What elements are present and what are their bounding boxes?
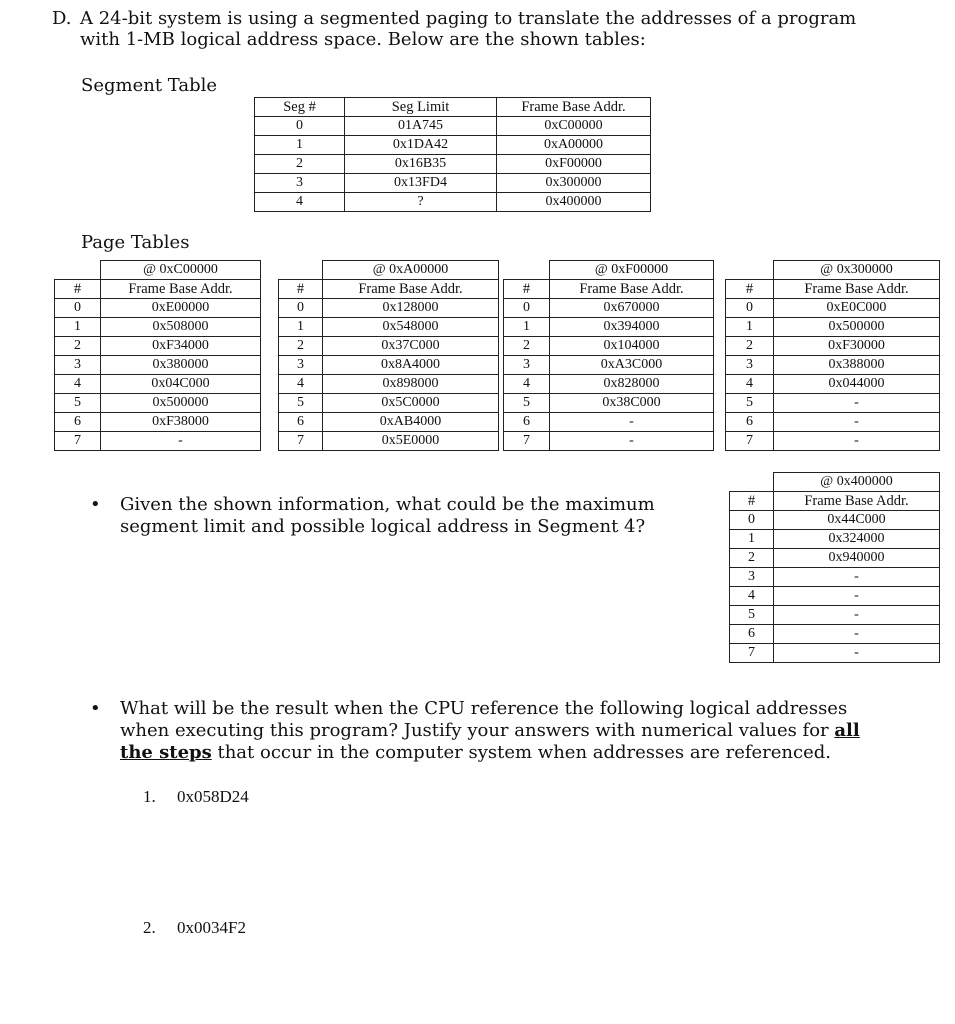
table-row (730, 511, 940, 530)
frame-base-address: 0x898000 (323, 375, 499, 394)
table-row (279, 356, 499, 375)
table-row (55, 375, 261, 394)
page-number: 7 (279, 432, 323, 451)
frame-base-address: 0x394000 (550, 318, 714, 337)
table-row (726, 394, 940, 413)
seg-number: 4 (255, 193, 345, 212)
address-item-value: 0x058D24 (177, 787, 249, 806)
table-row (504, 299, 714, 318)
table-row (55, 356, 261, 375)
address-item-1 (143, 787, 249, 807)
page-number: 4 (730, 587, 774, 606)
table-row (255, 174, 651, 193)
frame-base-address: 0x104000 (550, 337, 714, 356)
seg-number: 3 (255, 174, 345, 193)
emphasis-the-steps: the steps (120, 742, 212, 763)
frame-base-address: 0x380000 (101, 356, 261, 375)
page-table (54, 260, 261, 451)
blank-cell (55, 261, 101, 280)
page-table-address: @ 0xF00000 (550, 261, 714, 280)
table-row (55, 413, 261, 432)
page-number: 1 (55, 318, 101, 337)
page-number: 4 (726, 375, 774, 394)
table-row (279, 432, 499, 451)
table-row (255, 136, 651, 155)
page-header-number: # (726, 280, 774, 299)
table-row (279, 299, 499, 318)
table-row (55, 394, 261, 413)
bullet-2-line-2 (120, 720, 900, 742)
page-table (729, 472, 940, 663)
frame-base-address: 0x508000 (101, 318, 261, 337)
table-row (726, 299, 940, 318)
table-row (279, 337, 499, 356)
table-row (730, 644, 940, 663)
page-number: 1 (279, 318, 323, 337)
segment-table-header (255, 98, 651, 117)
table-row (504, 356, 714, 375)
frame-base-address: - (774, 413, 940, 432)
page-header-base: Frame Base Addr. (550, 280, 714, 299)
page-number: 7 (504, 432, 550, 451)
page-number: 6 (504, 413, 550, 432)
frame-base-address: 0x5E0000 (323, 432, 499, 451)
table-row (726, 318, 940, 337)
frame-base-address: 0xF34000 (101, 337, 261, 356)
page-number: 3 (730, 568, 774, 587)
page-number: 0 (504, 299, 550, 318)
frame-base-address: - (550, 413, 714, 432)
question-label: D. (52, 8, 72, 29)
page-table-address: @ 0x400000 (774, 473, 940, 492)
frame-base-address: 0x44C000 (774, 511, 940, 530)
blank-cell (730, 473, 774, 492)
frame-base-address: 0x548000 (323, 318, 499, 337)
page-table-address: @ 0xA00000 (323, 261, 499, 280)
emphasis-all: all (834, 720, 860, 741)
seg-limit: ? (345, 193, 497, 212)
page-number: 5 (730, 606, 774, 625)
page-header-base: Frame Base Addr. (101, 280, 261, 299)
page-number: 0 (726, 299, 774, 318)
frame-base-address: 0x670000 (550, 299, 714, 318)
page-table-header (504, 280, 714, 299)
frame-base-address: - (774, 568, 940, 587)
table-row (730, 530, 940, 549)
table-row (55, 337, 261, 356)
seg-number: 2 (255, 155, 345, 174)
frame-base-address: 0x37C000 (323, 337, 499, 356)
page-table-location-row (726, 261, 940, 280)
page-tables-title: Page Tables (81, 232, 190, 253)
frame-base-address: 0x38C000 (550, 394, 714, 413)
blank-cell (279, 261, 323, 280)
page-number: 4 (55, 375, 101, 394)
page-table-address: @ 0x300000 (774, 261, 940, 280)
seg-limit: 0x16B35 (345, 155, 497, 174)
table-row (504, 337, 714, 356)
page-number: 1 (730, 530, 774, 549)
page-number: 3 (504, 356, 550, 375)
table-row (730, 606, 940, 625)
frame-base-address: - (550, 432, 714, 451)
frame-base-address: 0x8A4000 (323, 356, 499, 375)
page-number: 6 (279, 413, 323, 432)
table-row (55, 318, 261, 337)
table-row (255, 117, 651, 136)
page-header-number: # (504, 280, 550, 299)
frame-base-address: 0xAB4000 (323, 413, 499, 432)
table-row (255, 193, 651, 212)
page-header-number: # (279, 280, 323, 299)
table-row (55, 432, 261, 451)
address-item-2 (143, 918, 246, 938)
frame-base-address: 0x500000 (774, 318, 940, 337)
table-row (279, 318, 499, 337)
page-table (725, 260, 940, 451)
table-row (726, 413, 940, 432)
seg-base: 0xF00000 (497, 155, 651, 174)
segment-table-title: Segment Table (81, 75, 218, 96)
page-table-header (730, 492, 940, 511)
seg-number: 0 (255, 117, 345, 136)
page-number: 1 (726, 318, 774, 337)
frame-base-address: 0xF30000 (774, 337, 940, 356)
question-line-2: with 1-MB logical address space. Below are the shown tables: (80, 29, 646, 50)
address-item-number: 2. (143, 918, 156, 937)
bullet-1-line-2: segment limit and possible logical address in Segment 4? (120, 516, 646, 537)
frame-base-address: 0x388000 (774, 356, 940, 375)
page-number: 2 (726, 337, 774, 356)
frame-base-address: 0xE0C000 (774, 299, 940, 318)
seg-limit: 0x13FD4 (345, 174, 497, 193)
frame-base-address: 0xA3C000 (550, 356, 714, 375)
bullet-question-2 (90, 698, 900, 764)
frame-base-address: 0xF38000 (101, 413, 261, 432)
page-table-header (55, 280, 261, 299)
bullet-1-line-1: Given the shown information, what could be the maximum (120, 494, 655, 515)
bullet-dot: • (90, 698, 101, 719)
bullet-dot: • (90, 494, 101, 515)
bullet-question-1 (90, 494, 680, 538)
bullet-2-line-3 (120, 742, 900, 764)
page-number: 0 (279, 299, 323, 318)
table-row (730, 568, 940, 587)
table-row (726, 337, 940, 356)
page-number: 7 (730, 644, 774, 663)
page-number: 5 (55, 394, 101, 413)
table-row (504, 432, 714, 451)
page-table-header (726, 280, 940, 299)
seg-number: 1 (255, 136, 345, 155)
table-row (255, 155, 651, 174)
frame-base-address: 0x044000 (774, 375, 940, 394)
blank-cell (726, 261, 774, 280)
page-number: 6 (730, 625, 774, 644)
page-table (278, 260, 499, 451)
table-row (504, 375, 714, 394)
page-number: 0 (55, 299, 101, 318)
seg-limit: 0x1DA42 (345, 136, 497, 155)
page-number: 5 (279, 394, 323, 413)
page-number: 0 (730, 511, 774, 530)
table-row (726, 375, 940, 394)
frame-base-address: - (774, 606, 940, 625)
page-number: 7 (726, 432, 774, 451)
bullet-2-line-2-text: when executing this program? Justify your answers with numerical values for (120, 720, 835, 741)
table-row (726, 356, 940, 375)
address-item-number: 1. (143, 787, 156, 806)
table-row (730, 587, 940, 606)
table-row (55, 299, 261, 318)
bullet-2-line-1: What will be the result when the CPU reference the following logical addresses (120, 698, 848, 719)
page-number: 2 (504, 337, 550, 356)
table-row (730, 549, 940, 568)
frame-base-address: 0x324000 (774, 530, 940, 549)
frame-base-address: - (774, 625, 940, 644)
frame-base-address: 0x128000 (323, 299, 499, 318)
seg-base: 0xC00000 (497, 117, 651, 136)
frame-base-address: 0x04C000 (101, 375, 261, 394)
frame-base-address: - (774, 644, 940, 663)
table-row (279, 413, 499, 432)
frame-base-address: 0x828000 (550, 375, 714, 394)
page-number: 1 (504, 318, 550, 337)
frame-base-address: 0x5C0000 (323, 394, 499, 413)
page-number: 7 (55, 432, 101, 451)
address-item-value: 0x0034F2 (177, 918, 246, 937)
segment-header-seg: Seg # (255, 98, 345, 117)
page-header-base: Frame Base Addr. (774, 492, 940, 511)
page-header-number: # (55, 280, 101, 299)
seg-base: 0x400000 (497, 193, 651, 212)
frame-base-address: 0x500000 (101, 394, 261, 413)
bullet-2-line-3-text: that occur in the computer system when addresses are referenced. (211, 742, 832, 763)
page-header-base: Frame Base Addr. (774, 280, 940, 299)
segment-header-limit: Seg Limit (345, 98, 497, 117)
segment-table (254, 97, 651, 212)
table-row (726, 432, 940, 451)
page-table-location-row (55, 261, 261, 280)
page-number: 4 (279, 375, 323, 394)
page-number: 5 (504, 394, 550, 413)
page-table-location-row (279, 261, 499, 280)
page-header-number: # (730, 492, 774, 511)
table-row (279, 375, 499, 394)
page-number: 2 (279, 337, 323, 356)
blank-cell (504, 261, 550, 280)
page-number: 4 (504, 375, 550, 394)
table-row (504, 413, 714, 432)
table-row (279, 394, 499, 413)
frame-base-address: - (774, 432, 940, 451)
page-table-header (279, 280, 499, 299)
page-number: 3 (55, 356, 101, 375)
question-line-1: A 24-bit system is using a segmented paging to translate the addresses of a program (80, 8, 857, 29)
seg-base: 0x300000 (497, 174, 651, 193)
table-row (504, 318, 714, 337)
question-text (52, 8, 912, 50)
seg-base: 0xA00000 (497, 136, 651, 155)
page-table-address: @ 0xC00000 (101, 261, 261, 280)
page-number: 3 (279, 356, 323, 375)
page-table (503, 260, 714, 451)
page-number: 2 (730, 549, 774, 568)
page-number: 2 (55, 337, 101, 356)
page-table-location-row (730, 473, 940, 492)
segment-header-base: Frame Base Addr. (497, 98, 651, 117)
page-table-location-row (504, 261, 714, 280)
page-number: 6 (726, 413, 774, 432)
page-number: 3 (726, 356, 774, 375)
seg-limit: 01A745 (345, 117, 497, 136)
table-row (504, 394, 714, 413)
page-number: 5 (726, 394, 774, 413)
table-row (730, 625, 940, 644)
frame-base-address: - (774, 587, 940, 606)
page-header-base: Frame Base Addr. (323, 280, 499, 299)
page-number: 6 (55, 413, 101, 432)
frame-base-address: 0x940000 (774, 549, 940, 568)
frame-base-address: - (101, 432, 261, 451)
frame-base-address: - (774, 394, 940, 413)
frame-base-address: 0xE00000 (101, 299, 261, 318)
